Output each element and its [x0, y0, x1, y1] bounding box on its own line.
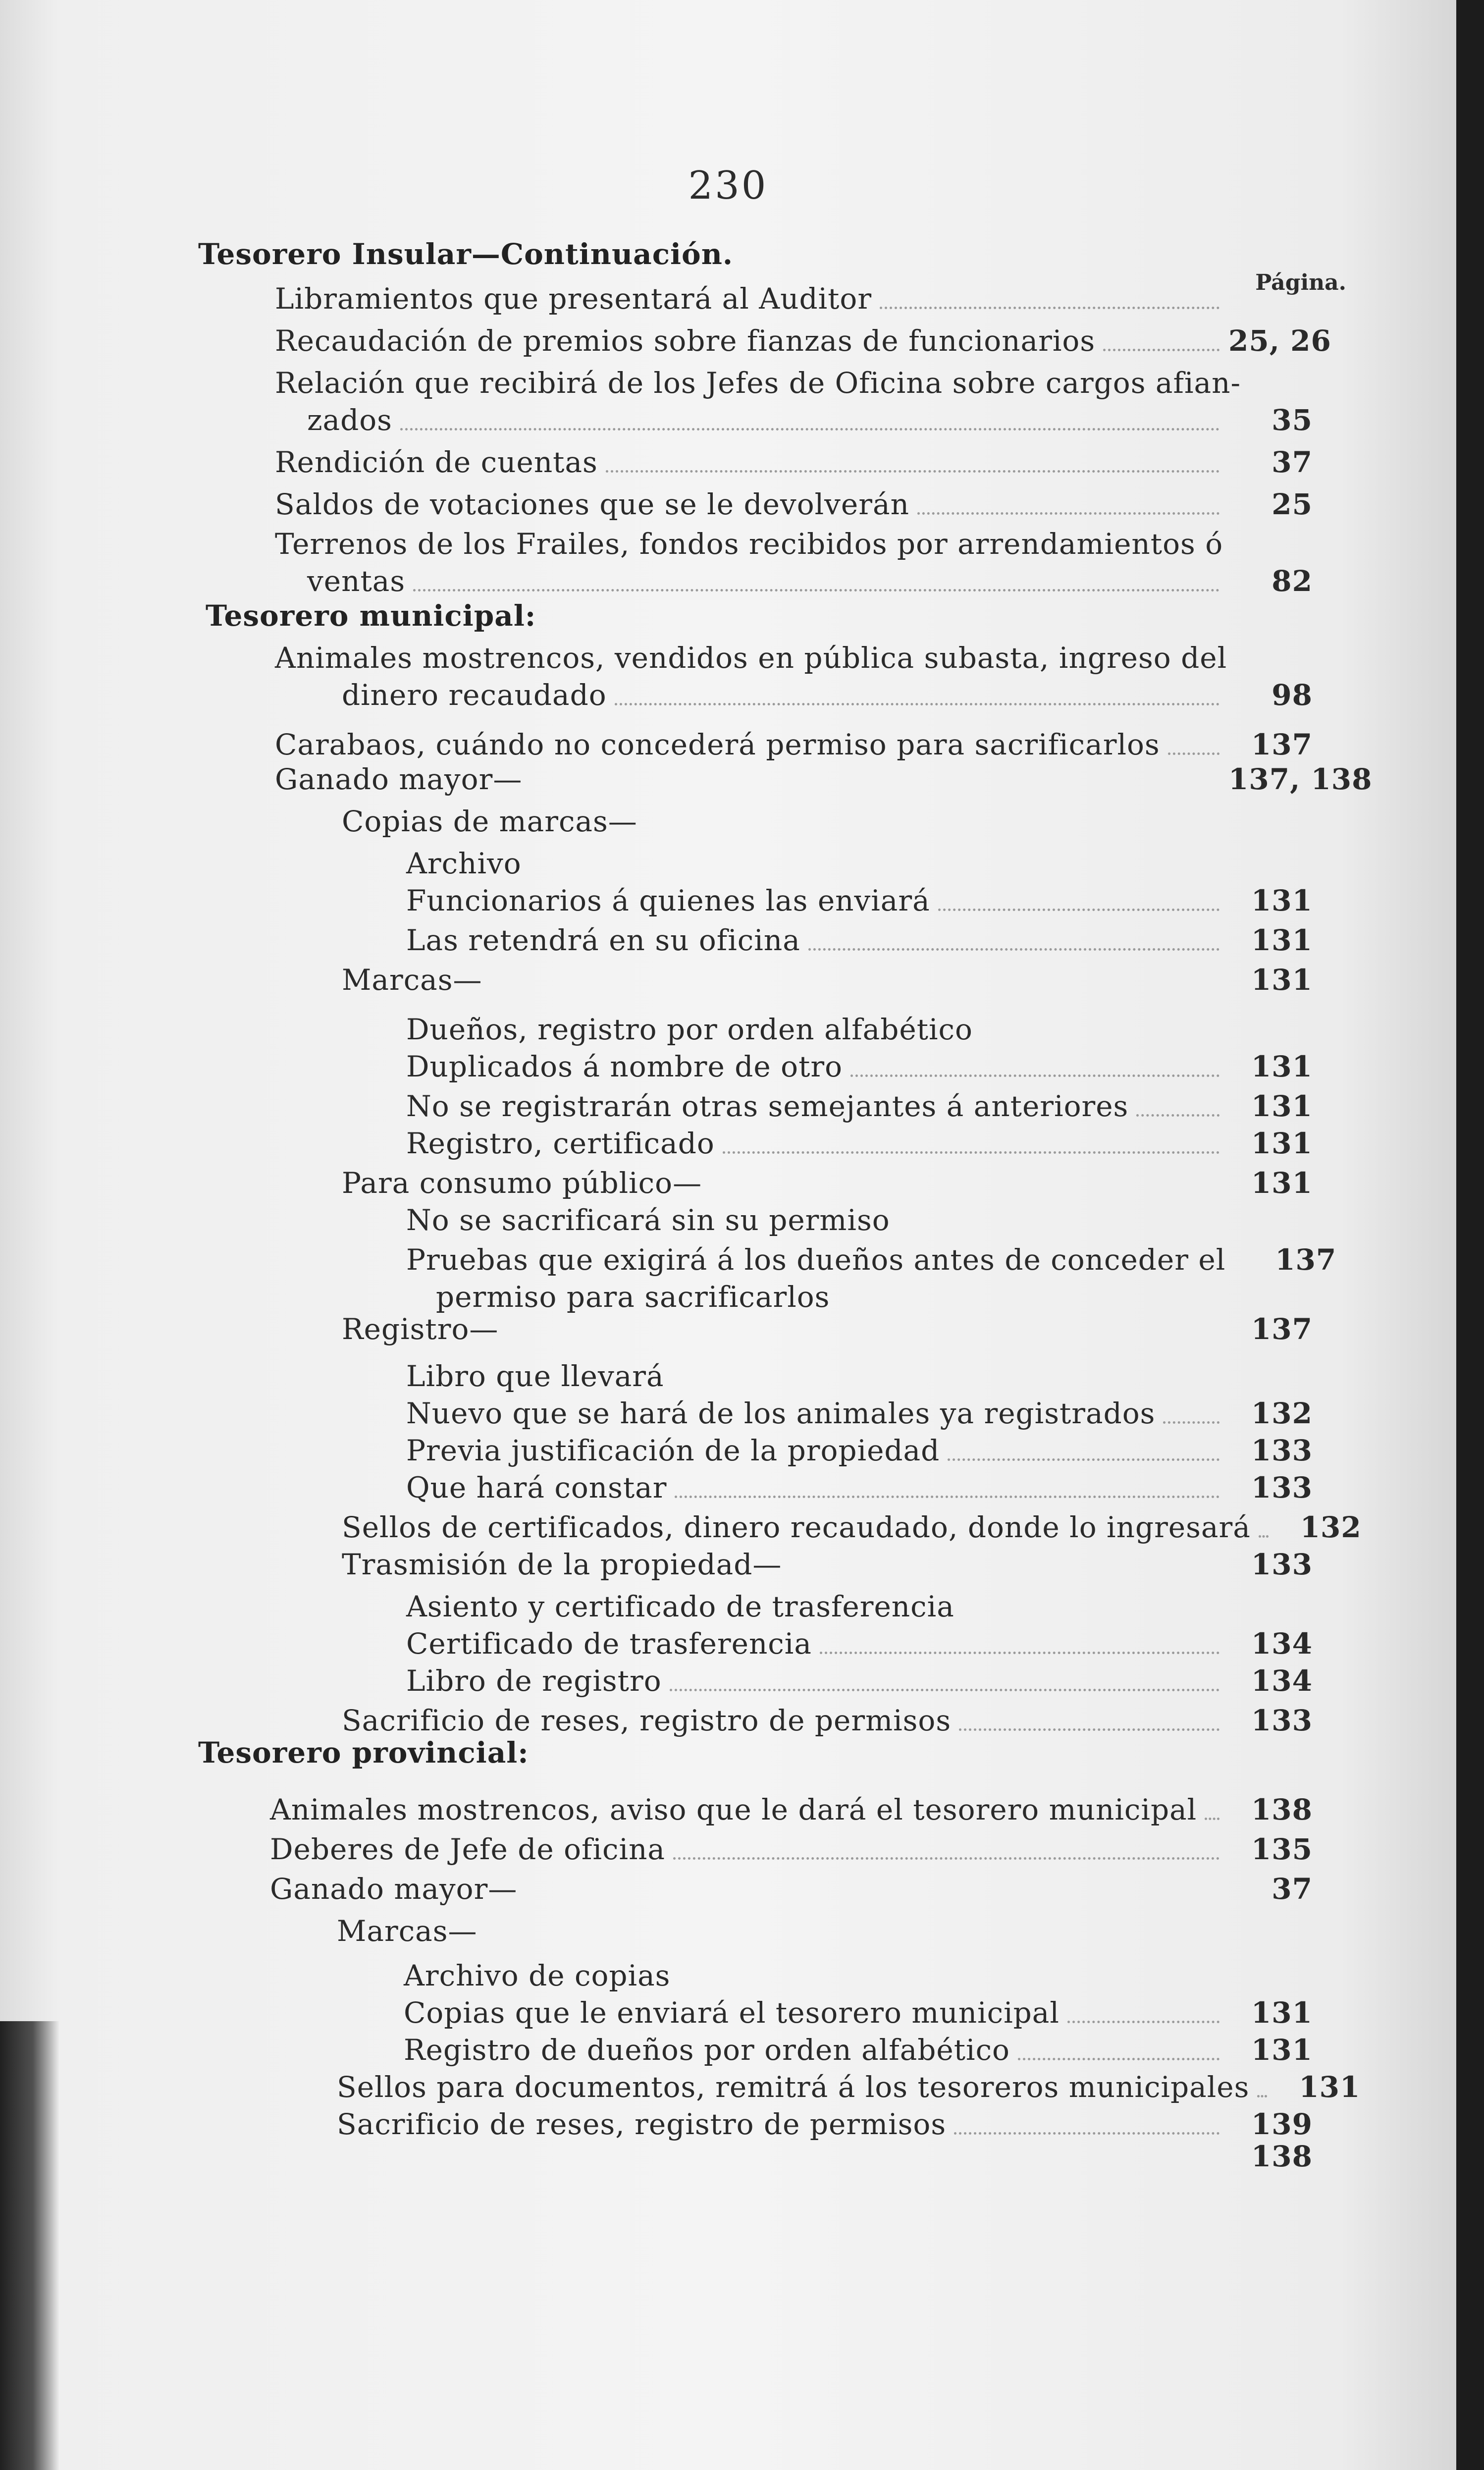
dot-leader [1067, 2021, 1219, 2023]
dot-leader [673, 1857, 1219, 1860]
entry-text: Carabaos, cuándo no concederá permiso para sacrificarlos [275, 728, 1160, 761]
entry-text: Nuevo que se hará de los animales ya registrados [406, 1396, 1156, 1430]
entry-page: 133 [1251, 1434, 1313, 1467]
heading-tesorero-insular [198, 233, 1313, 275]
index-entry [270, 1868, 1313, 1910]
index-entry [406, 1466, 1313, 1509]
entry-page: 137, 138 [1228, 762, 1373, 796]
entry-text: dinero recaudado [342, 678, 607, 712]
entry-text: Registro— [342, 1312, 499, 1346]
entry-text: Copias que le enviará el tesorero municipal [404, 1996, 1060, 2030]
index-entry [406, 1429, 1313, 1472]
index-entry-line: permiso para sacrificarlos [436, 1280, 830, 1314]
entry-text: Pruebas que exigirá á los dueños antes de conceder el [406, 1243, 1226, 1277]
index-entry [275, 320, 1331, 362]
entry-text: Recaudación de premios sobre fianzas de funcionarios [275, 324, 1096, 358]
entry-text: Ganado mayor— [270, 1872, 518, 1906]
entry-page: 137 [1275, 1243, 1337, 1277]
dot-leader [1018, 2058, 1219, 2060]
heading-tesorero-municipal [206, 594, 1313, 637]
index-entry [342, 1308, 1313, 1350]
index-entry [307, 399, 1313, 441]
entry-page: 98 [1272, 678, 1313, 712]
entry-page: 131 [1251, 1166, 1313, 1200]
entry-text: Para consumo público— [342, 1166, 702, 1200]
index-entry [342, 959, 1313, 1001]
index-entry-line: Animales mostrencos, vendidos en pública subasta, ingreso del [275, 641, 1227, 675]
entry-page: 137 [1251, 1312, 1313, 1346]
index-subheading: Marcas— [337, 1914, 477, 1948]
index-entry-line: No se sacrificará sin su permiso [406, 1203, 890, 1237]
entry-page: 131 [1251, 1996, 1313, 2030]
index-entry [270, 1788, 1313, 1831]
entry-page: 25 [1272, 487, 1313, 521]
dot-leader [413, 589, 1219, 591]
index-entry-line: Asiento y certificado de trasferencia [406, 1590, 954, 1623]
dot-leader [400, 428, 1219, 430]
dot-leader [820, 1652, 1219, 1654]
entry-text: Rendición de cuentas [275, 445, 598, 479]
index-entry [275, 758, 1373, 801]
index-entry [275, 277, 1313, 320]
index-entry [406, 919, 1313, 962]
index-entry [337, 2135, 1313, 2178]
index-entry [342, 674, 1313, 716]
dot-leader [606, 470, 1219, 473]
entry-page: 37 [1272, 445, 1313, 479]
index-entry [406, 1622, 1313, 1665]
page-number: 230 [688, 163, 768, 208]
dot-leader [1163, 1421, 1219, 1424]
entry-text: Duplicados á nombre de otro [406, 1050, 843, 1083]
dot-leader [880, 307, 1219, 309]
heading-text: Tesorero provincial: [198, 1736, 529, 1770]
index-entry-line: Relación que recibirá de los Jefes de Oficina sobre cargos afian- [275, 366, 1241, 400]
entry-page: 138 [1251, 1793, 1313, 1826]
entry-text: Marcas— [342, 963, 482, 997]
entry-page: 131 [1299, 2070, 1361, 2104]
entry-page: 135 [1251, 1832, 1313, 1866]
index-entry [342, 1506, 1362, 1549]
entry-text: ventas [307, 564, 406, 598]
entry-text: Saldos de votaciones que se le devolverán [275, 487, 909, 521]
dot-leader [850, 1074, 1219, 1077]
index-entry [406, 879, 1313, 922]
dot-leader [948, 1458, 1219, 1461]
entry-page: 133 [1251, 1471, 1313, 1504]
index-entry-line: Archivo [406, 847, 522, 880]
heading-tesorero-provincial [198, 1731, 1313, 1774]
entry-text: Que hará constar [406, 1471, 667, 1504]
index-entry [404, 2029, 1313, 2071]
index-entry-line: Libro que llevará [406, 1359, 664, 1393]
entry-text: Sacrificio de reses, registro de permisos [342, 1704, 952, 1737]
index-entry [406, 1122, 1313, 1165]
index-subheading: Copias de marcas— [342, 805, 637, 838]
index-entry-line: Terrenos de los Frailes, fondos recibidos por arrendamientos ó [275, 527, 1223, 561]
index-entry [404, 1991, 1313, 2034]
heading-text: Tesorero municipal: [206, 599, 536, 633]
index-entry [270, 1828, 1313, 1871]
entry-page: 137 [1251, 728, 1313, 761]
entry-text: Registro de dueños por orden alfabético [404, 2033, 1010, 2067]
dot-leader [615, 703, 1219, 705]
entry-text: Sacrificio de reses, registro de permisos [337, 2107, 947, 2141]
entry-text: Registro, certificado [406, 1127, 715, 1160]
index-entry [337, 2066, 1361, 2108]
index-entry [406, 1045, 1313, 1088]
dot-leader [1136, 1114, 1219, 1117]
entry-page: 132 [1251, 1396, 1313, 1430]
entry-page: 131 [1251, 1050, 1313, 1083]
dot-leader [1103, 349, 1219, 351]
dot-leader [954, 2132, 1219, 2135]
index-entry [406, 1085, 1313, 1128]
entry-page: 131 [1251, 923, 1313, 957]
entry-page: 82 [1272, 564, 1313, 598]
entry-page: 25, 26 [1228, 324, 1331, 358]
entry-page: 131 [1251, 1089, 1313, 1123]
index-entry-line: Archivo de copias [404, 1959, 671, 1992]
index-entry [406, 1392, 1313, 1435]
dot-leader [1168, 752, 1219, 755]
index-entry [342, 1543, 1313, 1586]
entry-text: Libramientos que presentará al Auditor [275, 282, 872, 316]
entry-page: 131 [1251, 1127, 1313, 1160]
dot-leader [675, 1496, 1219, 1498]
entry-text: Deberes de Jefe de oficina [270, 1832, 666, 1866]
entry-page: 134 [1251, 1664, 1313, 1698]
entry-text: Sellos para documentos, remitrá á los tesoreros municipales [337, 2070, 1250, 2104]
dot-leader [938, 909, 1219, 911]
dot-leader [959, 1728, 1219, 1731]
entry-page: 139 [1251, 2107, 1313, 2141]
pagina-column-header: Página. [1255, 270, 1346, 295]
entry-text: Funcionarios á quienes las enviará [406, 884, 930, 917]
entry-page: 131 [1251, 884, 1313, 917]
entry-page: 138 [1251, 2140, 1313, 2173]
entry-text: Ganado mayor— [275, 762, 523, 796]
index-entry [406, 1660, 1313, 1702]
entry-text: Libro de registro [406, 1664, 662, 1698]
dot-leader [1257, 2095, 1267, 2097]
entry-text: zados [307, 403, 392, 437]
entry-page: 133 [1251, 1704, 1313, 1737]
index-entry-line: Dueños, registro por orden alfabético [406, 1013, 973, 1046]
dot-leader [1259, 1535, 1269, 1538]
dot-leader [1205, 1818, 1219, 1820]
dot-leader [723, 1151, 1219, 1154]
dot-leader [670, 1689, 1219, 1691]
entry-text: Las retendrá en su oficina [406, 923, 800, 957]
entry-text: No se registrarán otras semejantes á anteriores [406, 1089, 1129, 1123]
index-entry [275, 483, 1313, 526]
entry-text: Animales mostrencos, aviso que le dará el tesorero municipal [270, 1793, 1197, 1826]
entry-page: 131 [1251, 963, 1313, 997]
entry-text: Sellos de certificados, dinero recaudado, donde lo ingresará [342, 1510, 1251, 1544]
dot-leader [917, 512, 1219, 515]
heading-text: Tesorero Insular—Continuación. [198, 237, 734, 271]
entry-page: 134 [1251, 1627, 1313, 1661]
entry-page: 131 [1251, 2033, 1313, 2067]
entry-page: 133 [1251, 1548, 1313, 1581]
index-entry [342, 1162, 1313, 1204]
index-entry [406, 1238, 1337, 1281]
entry-page: 37 [1272, 1872, 1313, 1906]
index-entry [275, 441, 1313, 483]
entry-text: Previa justificación de la propiedad [406, 1434, 940, 1467]
dot-leader [808, 948, 1219, 951]
entry-page: 35 [1272, 403, 1313, 437]
entry-page: 132 [1300, 1510, 1362, 1544]
entry-text: Certificado de trasferencia [406, 1627, 812, 1661]
entry-text: Trasmisión de la propiedad— [342, 1548, 782, 1581]
